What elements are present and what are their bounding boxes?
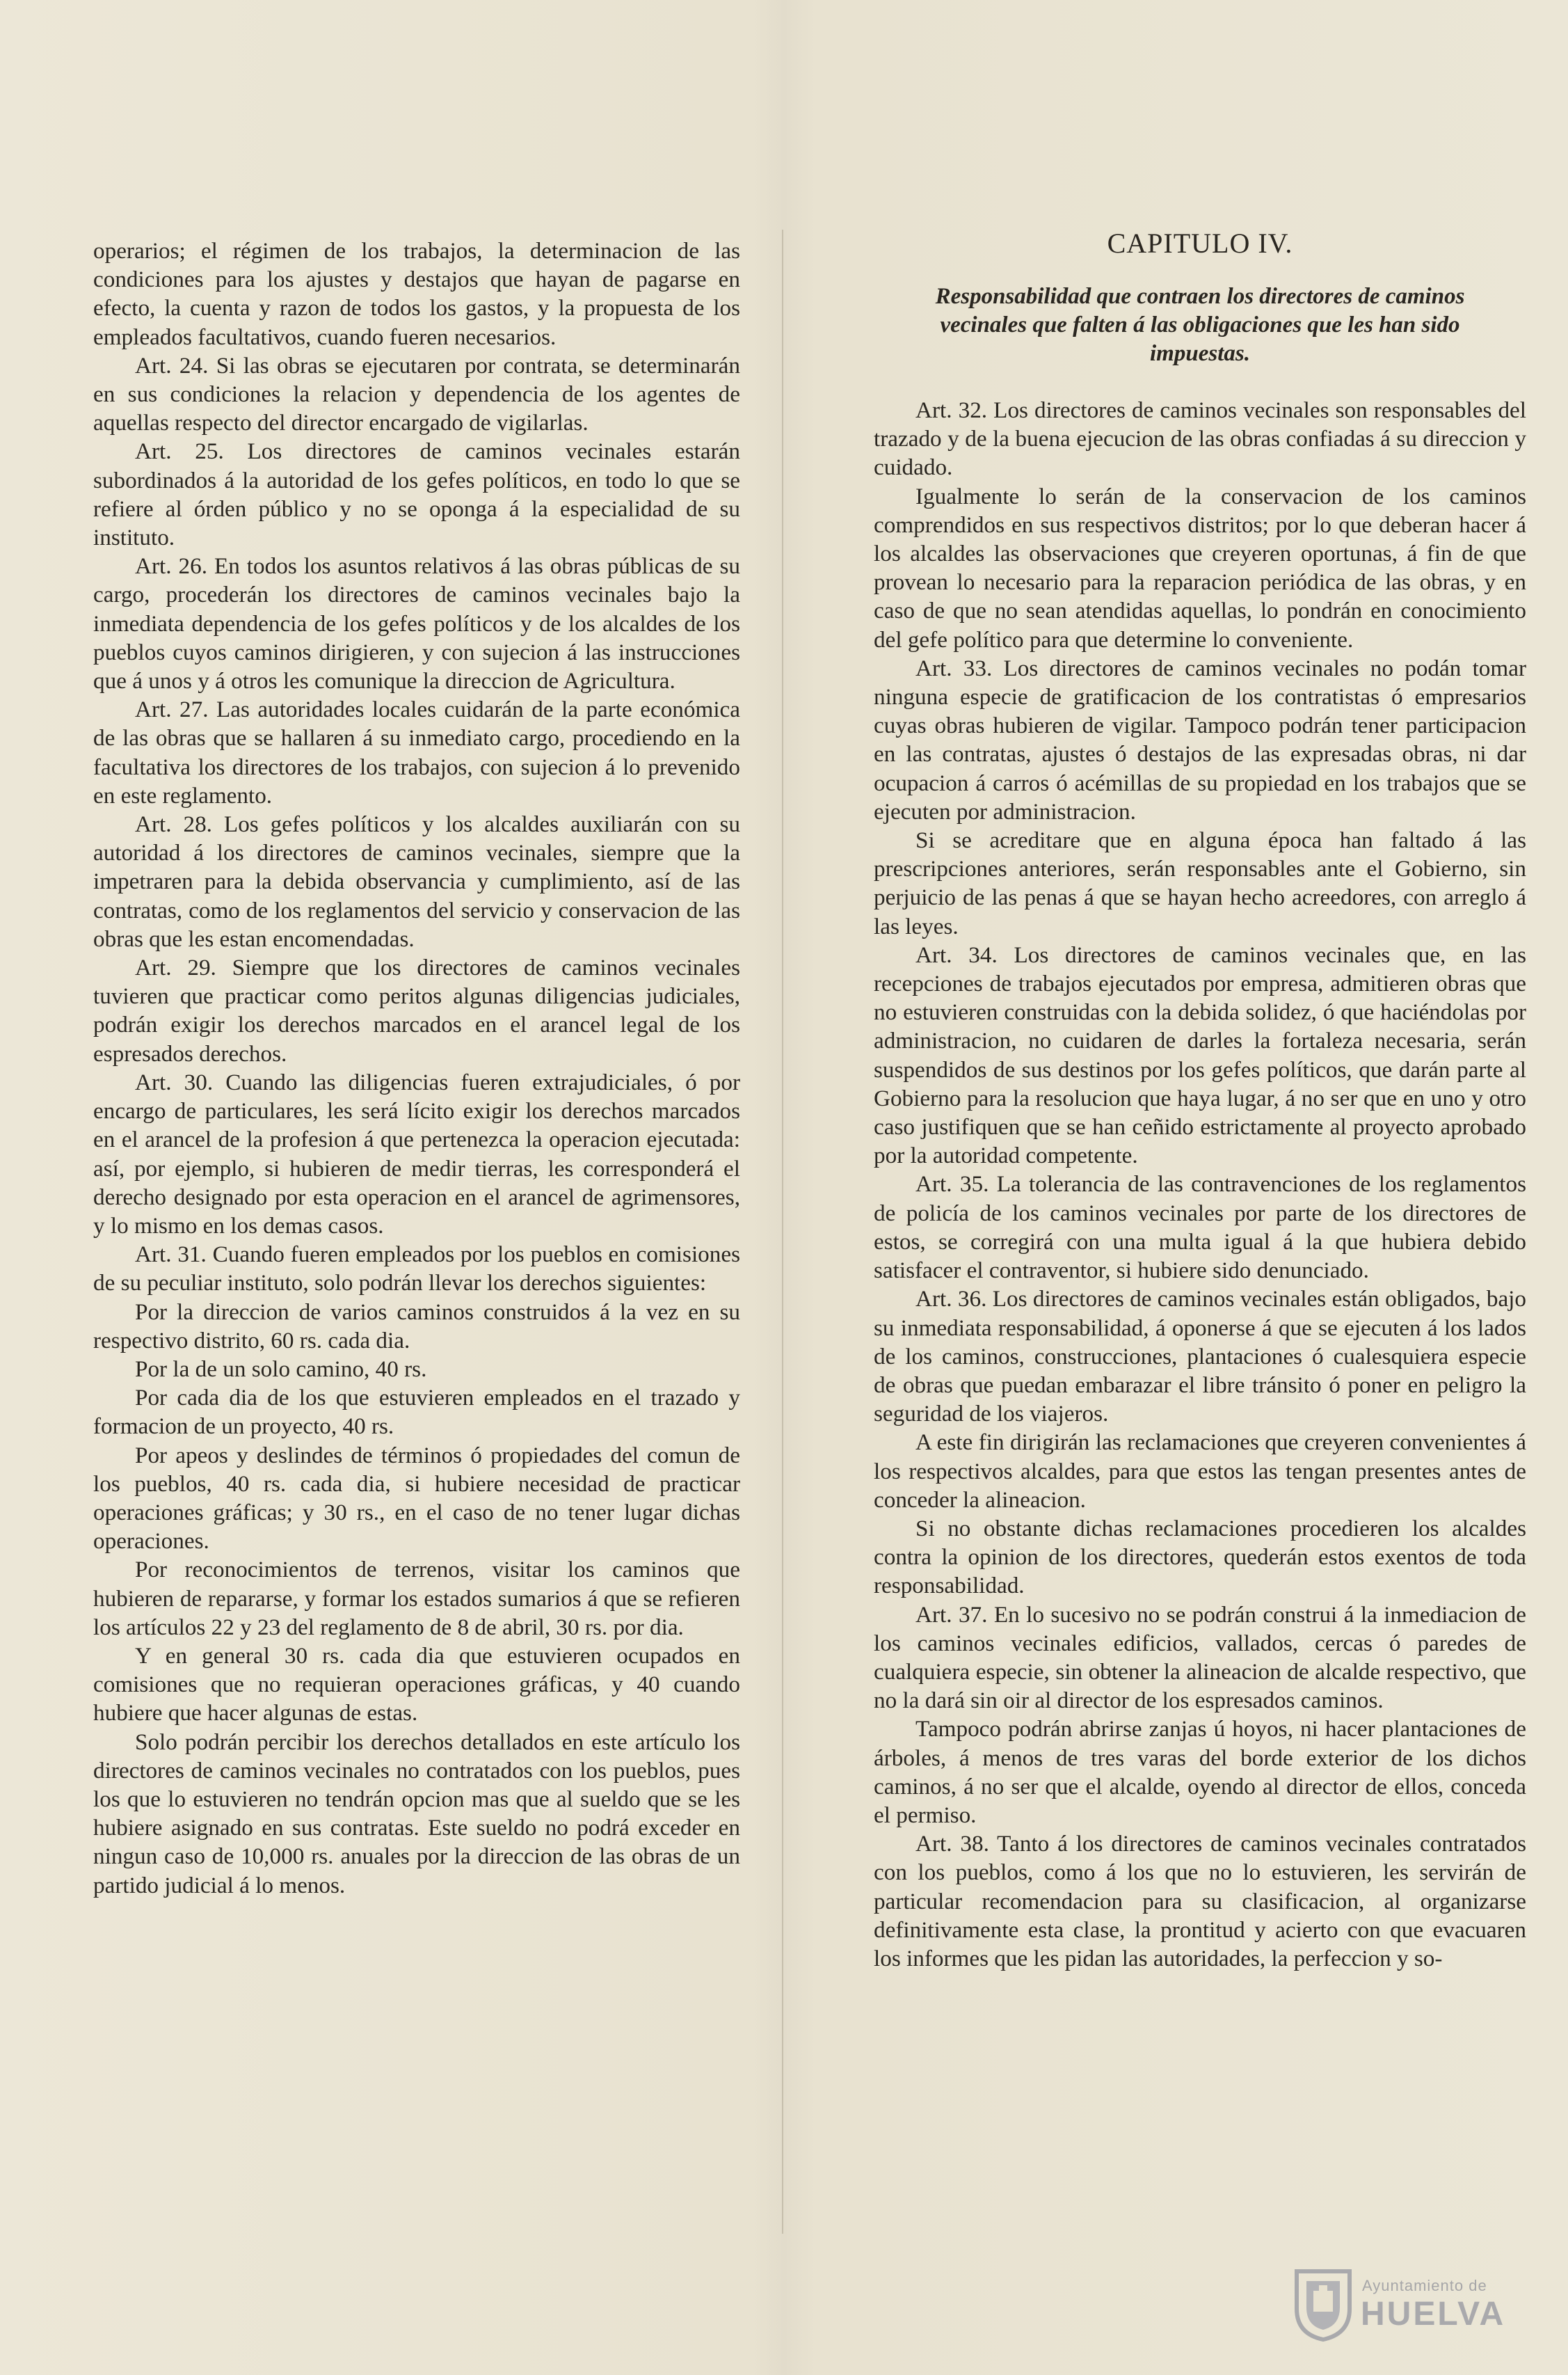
right-column: [874, 228, 1526, 1973]
paragraph: Por la direccion de varios caminos construidos á la vez en su respectivo distrito, 60 rs. cada dia.: [93, 1298, 740, 1353]
watermark-city-label: HUELVA: [1361, 2296, 1506, 2333]
paragraph: Art. 29. Siempre que los directores de caminos vecinales tuvieren que practicar como peritos algunas diligencias judiciales, podrán exigir los derechos marcados en el arancel legal de los espresados derechos.: [93, 955, 740, 1067]
paragraph: Art. 31. Cuando fueren empleados por los pueblos en comisiones de su peculiar instituto, solo podrán llevar los derechos siguientes:: [93, 1241, 740, 1296]
paragraph: Y en general 30 rs. cada dia que estuvieren ocupados en comisiones que no requieran operaciones gráficas, y 40 cuando hubiere que hacer algunas de estas.: [93, 1642, 740, 1726]
paragraph: Art. 37. En lo sucesivo no se podrán construi á la inmediacion de los caminos vecinales edificios, vallados, cercas ó paredes de cualquiera especie, sin obtener la alineacion de alcalde respectivo, que no la dará sin oir al director de los espresados caminos.: [874, 1601, 1526, 1714]
paragraph: operarios; el régimen de los trabajos, la determinacion de las condiciones para los ajustes y destajos que hayan de pagarse en efecto, la cuenta y razon de todos los gastos, y la propuesta de los empleados facultativos, cuando fueren necesarios.: [93, 238, 740, 350]
watermark-town-label: Ayuntamiento de: [1362, 2277, 1487, 2294]
left-column: [93, 237, 740, 1900]
paragraph: Art. 38. Tanto á los directores de caminos vecinales contratados con los pueblos, como á los que no lo estuvieren, les servirán de particular recomendacion para su clasificacion, al organizarse definitivamente esta clase, la prontitud y acierto con que evacuaren los informes que les pidan las autoridades, la perfeccion y so-: [874, 1831, 1526, 1971]
paragraph: Por reconocimientos de terrenos, visitar los caminos que hubieren de repararse, y formar los estados sumarios á que se refieren los artículos 22 y 23 del reglamento de 8 de abril, 30 rs. por dia.: [93, 1557, 740, 1640]
paragraph: Solo podrán percibir los derechos detallados en este artículo los directores de caminos vecinales no contratados con los pueblos, pues los que lo estuvieren no tendrán opcion mas que al sueldo que se les hubiere asignado en sus contratas. Este sueldo no podrá exceder en ningun caso de 10,000 rs. anuales por la direccion de las obras de un partido judicial á lo menos.: [93, 1729, 740, 1898]
paragraph: Art. 33. Los directores de caminos vecinales no podán tomar ninguna especie de gratificacion de los contratistas ó empresarios cuyas obras hubieren de vigilar. Tampoco podrán tener participacion en las contratas, ajustes ó destajos de las expresadas obras, ni dar ocupacion á carros ó acémillas de su propiedad en los trabajos que se ejecuten por administracion.: [874, 655, 1526, 825]
paragraph: Si se acreditare que en alguna época han faltado á las prescripciones anteriores, serán responsables ante el Gobierno, sin perjuicio de las penas á que se hayan hecho acreedores, con arreglo á las leyes.: [874, 827, 1526, 939]
paragraph: Art. 30. Cuando las diligencias fueren extrajudiciales, ó por encargo de particulares, les será lícito exigir los derechos marcados en el arancel de la profesion á que pertenezca la operacion ejecutada: así, por ejemplo, si hubieren de medir tierras, les corresponderá el derecho designado por esta operacion en el arancel de agrimensores, y lo mismo en los demas casos.: [93, 1069, 740, 1239]
chapter-subtitle: Responsabilidad que contraen los directores de caminos vecinales que falten á las obligaciones que les han sido impuestas.: [935, 284, 1465, 366]
paragraph: Art. 35. La tolerancia de las contravenciones de los reglamentos de policía de los caminos vecinales por parte de los directores de estos, se corregirá con una multa igual á la que hubiera debido satisfacer el contraventor, si hubiere sido denunciado.: [874, 1171, 1526, 1284]
paragraph: Igualmente lo serán de la conservacion de los caminos comprendidos en sus respectivos distritos; por lo que deberan hacer á los alcaldes las observaciones que creyeren oportunas, á fin de que provean lo necesario para la reparacion periódica de las obras, y en caso de que no sean atendidas aquellas, lo pondrán en conocimiento del gefe político para que determine lo conveniente.: [874, 483, 1526, 653]
city-seal-icon: [1293, 2267, 1354, 2342]
column-divider: [782, 230, 783, 2234]
paragraph: Art. 26. En todos los asuntos relativos á las obras públicas de su cargo, procederán los directores de caminos vecinales bajo la inmediata dependencia de los gefes políticos y de los alcaldes de los pueblos cuyos caminos dirigieren, y con sujecion á las instrucciones que á unos y á otros les comunique la direccion de Agricultura.: [93, 553, 740, 694]
paragraph: Art. 25. Los directores de caminos vecinales estarán subordinados á la autoridad de los gefes políticos, en todo lo que se refiere al órden público y no se oponga á la especialidad de su instituto.: [93, 438, 740, 551]
paragraph: Por apeos y deslindes de términos ó propiedades del comun de los pueblos, 40 rs. cada dia, si hubiere necesidad de practicar operaciones gráficas; y 30 rs., en el caso de no tener lugar dichas operaciones.: [93, 1442, 740, 1555]
paragraph: Art. 24. Si las obras se ejecutaren por contrata, se determinarán en sus condiciones la relacion y dependencia de los agentes de aquellas respecto del director encargado de vigilarlas.: [93, 352, 740, 436]
right-column-body: [874, 396, 1526, 1973]
watermark-logo: [1293, 2267, 1529, 2351]
paragraph: Si no obstante dichas reclamaciones procedieren los alcaldes contra la opinion de los directores, quederán estos exentos de toda responsabilidad.: [874, 1515, 1526, 1599]
paragraph: Por la de un solo camino, 40 rs.: [135, 1356, 427, 1382]
paragraph: Art. 32. Los directores de caminos vecinales son responsables del trazado y de la buena ejecucion de las obras confiadas á su direccion y cuidado.: [874, 397, 1526, 481]
paragraph: Por cada dia de los que estuvieren empleados en el trazado y formacion de un proyecto, 40 rs.: [93, 1385, 740, 1440]
paragraph: Art. 27. Las autoridades locales cuidarán de la parte económica de las obras que se hallaren á su inmediato cargo, procediendo en la facultativa los directores de los trabajos, con sujecion á lo prevenido en este reglamento.: [93, 697, 740, 809]
paragraph: A este fin dirigirán las reclamaciones que creyeren convenientes á los respectivos alcaldes, para que estos las tengan presentes antes de conceder la alineacion.: [874, 1429, 1526, 1513]
paragraph: Art. 28. Los gefes políticos y los alcaldes auxiliarán con su autoridad á los directores de caminos vecinales, siempre que la impetraren para la debida observancia y cumplimiento, así de las contratas, como de los reglamentos del servicio y conservacion de las obras que les estan encomendadas.: [93, 811, 740, 952]
paragraph: Tampoco podrán abrirse zanjas ú hoyos, ni hacer plantaciones de árboles, á menos de tres varas del borde exterior de los dichos caminos, á no ser que el alcalde, oyendo al director de ellos, conceda el permiso.: [874, 1716, 1526, 1828]
chapter-heading: CAPITULO IV.: [1107, 228, 1293, 259]
paragraph: Art. 36. Los directores de caminos vecinales están obligados, bajo su inmediata responsabilidad, á oponerse á que se ejecuten á los lados de los caminos, construcciones, plantaciones ó cualesquiera especie de obras que puedan embarazar el libre tránsito ó poner en peligro la seguridad de los viajeros.: [874, 1286, 1526, 1427]
paragraph: Art. 34. Los directores de caminos vecinales que, en las recepciones de trabajos ejecutados por empresa, admitieren obras que no estuvieren construidas con la debida solidez, ó que haciéndolas por administracion, no cuidaren de darles la fortaleza necesaria, serán suspendidos de sus destinos por los gefes políticos, que darán parte al Gobierno para la resolucion que haya lugar, á no ser que en uno y otro caso justifiquen que se han ceñido estrictamente al proyecto aprobado por la autoridad competente.: [874, 942, 1526, 1169]
